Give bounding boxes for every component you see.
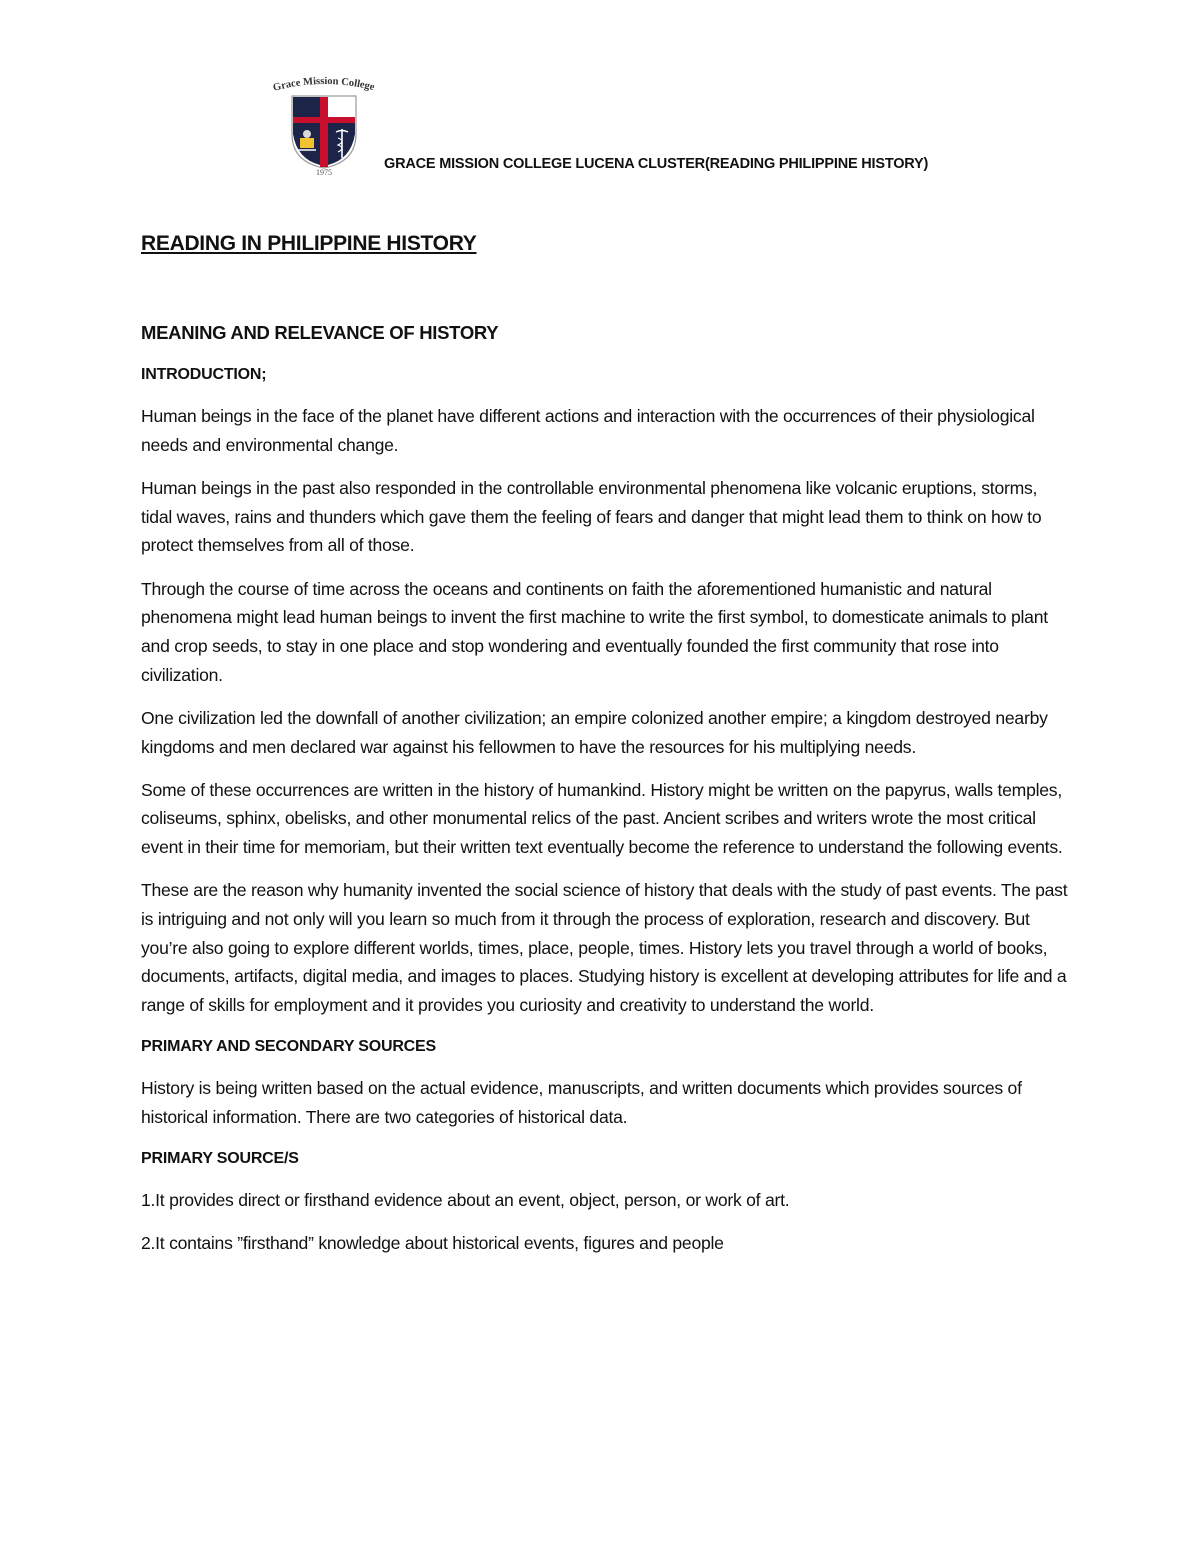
primary-source-heading: PRIMARY SOURCE/S bbox=[141, 1150, 299, 1168]
section-title: MEANING AND RELEVANCE OF HISTORY bbox=[141, 322, 499, 343]
sources-paragraph: History is being written based on the actual evidence, manuscripts, and written documents which provides sources of historical information. There are two categories of historical data. bbox=[141, 1078, 1022, 1128]
primary-source-item: 2.It contains ”firsthand” knowledge about historical events, figures and people bbox=[141, 1233, 724, 1254]
intro-paragraph: Some of these occurrences are written in the history of humankind. History might be written on the papyrus, walls temples, coliseums, sphinx, obelisks, and other monumental relics of the past. Ancient scribes and writers wrote the most critical event in their time for memoriam, but their written text eventually become the reference to understand the following events. bbox=[141, 779, 1063, 858]
intro-paragraph: These are the reason why humanity invented the social science of history that deals with the study of past events. The past is intriguing and not only will you learn so much from it through the process of exploration, research and discovery. But you’re also going to explore different worlds, times, place, people, times. History lets you travel through a world of books, documents, artifacts, digital media, and images to places. Studying history is excellent at developing attributes for life and a range of skills for employment and it provides you curiosity and creativity to understand the world. bbox=[141, 880, 1068, 1016]
document-body bbox=[141, 230, 1071, 1273]
college-crest-icon bbox=[264, 74, 384, 176]
intro-paragraph: One civilization led the downfall of another civilization; an empire colonized another empire; a kingdom destroyed nearby kingdoms and men declared war against his fellowmen to have the resources for his multiplying needs. bbox=[141, 707, 1048, 757]
logo-year: 1975 bbox=[316, 168, 332, 176]
logo-arc-text: Grace Mission College bbox=[271, 75, 376, 94]
introduction-heading: INTRODUCTION; bbox=[141, 366, 267, 383]
document-title: READING IN PHILIPPINE HISTORY bbox=[141, 232, 477, 255]
intro-paragraph: Through the course of time across the oceans and continents on faith the aforementioned humanistic and natural phenomena might lead human beings to invent the first machine to write the first symbol, to domesticate animals to plant and crop seeds, to stay in one place and stop wondering and eventually founded the first community that rose into civilization. bbox=[141, 578, 1048, 685]
sources-heading: PRIMARY AND SECONDARY SOURCES bbox=[141, 1038, 436, 1056]
college-logo bbox=[264, 74, 384, 176]
primary-source-item: 1.It provides direct or firsthand evidence about an event, object, person, or work of art. bbox=[141, 1190, 790, 1211]
header-title: GRACE MISSION COLLEGE LUCENA CLUSTER(READING PHILIPPINE HISTORY) bbox=[384, 156, 929, 172]
intro-paragraph: Human beings in the past also responded in the controllable environmental phenomena like volcanic eruptions, storms, tidal waves, rains and thunders which gave them the feeling of fears and danger that might lead them to think on how to protect themselves from all of those. bbox=[141, 477, 1042, 556]
intro-paragraph: Human beings in the face of the planet have different actions and interaction with the occurrences of their physiological needs and environmental change. bbox=[141, 406, 1035, 455]
